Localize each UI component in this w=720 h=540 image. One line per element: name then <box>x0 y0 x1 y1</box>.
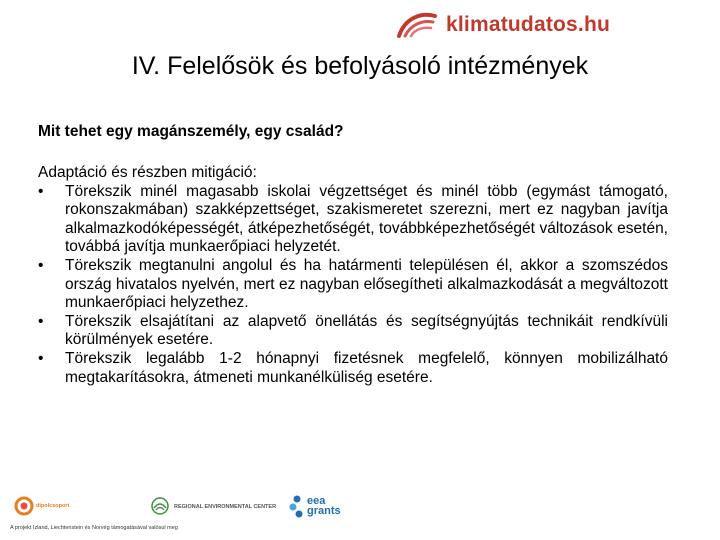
eea-line: eea <box>307 495 326 507</box>
bullet-icon: • <box>38 312 44 330</box>
page-title: IV. Felelősök és befolyásoló intézmények <box>131 52 589 80</box>
dipol-logo-icon <box>14 496 34 516</box>
eea-grants-logo-icon <box>288 494 306 520</box>
bullet-icon: • <box>38 256 44 274</box>
funding-footnote: A projekt Izland, Liechtenstein és Norvég támogatásával valósul meg <box>10 525 178 531</box>
bullet-text: Törekszik legalább 1-2 hónapnyi fizetésnek megfelelő, könnyen mobilizálható megtakarításokra, átmeneti munkanélküliség esetére. <box>65 349 668 386</box>
bullet-icon: • <box>38 349 44 367</box>
bullet-text: Törekszik megtanulni angolul és ha határmenti településen él, akkor a szomszédos ország hivatalos nyelvén, mert ez nagyban elősegítheti alkalmazkodását a megváltozott munkaerőpiaci helyzethez. <box>65 256 668 312</box>
list-item <box>38 257 668 313</box>
grants-line: grants <box>307 505 341 517</box>
question-heading: Mit tehet egy magánszemély, egy család? <box>38 123 344 140</box>
list-item <box>38 183 668 257</box>
rec-logo-icon <box>150 496 170 516</box>
rec-logo-text: REGIONAL ENVIRONMENTAL CENTER <box>174 504 277 510</box>
intro-text: Adaptáció és részben mitigáció: <box>38 164 257 181</box>
bullet-list <box>38 183 668 388</box>
dipol-logo-text: dipolcsoport <box>36 503 70 509</box>
footer-logos <box>0 488 720 540</box>
bullet-text: Törekszik minél magasabb iskolai végzettséget és minél több (egymást támogató, rokonszakmában) szakképzettséget, szakismeretet szerezni, mert ez nagyban javítja alkalmazkodóképességét, átképezhetőségét, továbbképezhetőségét változások esetén, továbbá javítja munkaerőpiaci helyzetét. <box>65 182 668 256</box>
list-item <box>38 350 668 387</box>
brand-logo-icon <box>395 10 439 40</box>
slide-content <box>38 164 668 387</box>
list-item <box>38 313 668 350</box>
bullet-icon: • <box>38 182 44 200</box>
brand-header <box>0 10 720 44</box>
bullet-text: Törekszik elsajátítani az alapvető önellátás és segítségnyújtás technikáit rendkívüli körülmények esetére. <box>65 312 668 349</box>
brand-name: klimatudatos.hu <box>446 13 611 36</box>
eea-grants-logo-text <box>307 496 341 516</box>
